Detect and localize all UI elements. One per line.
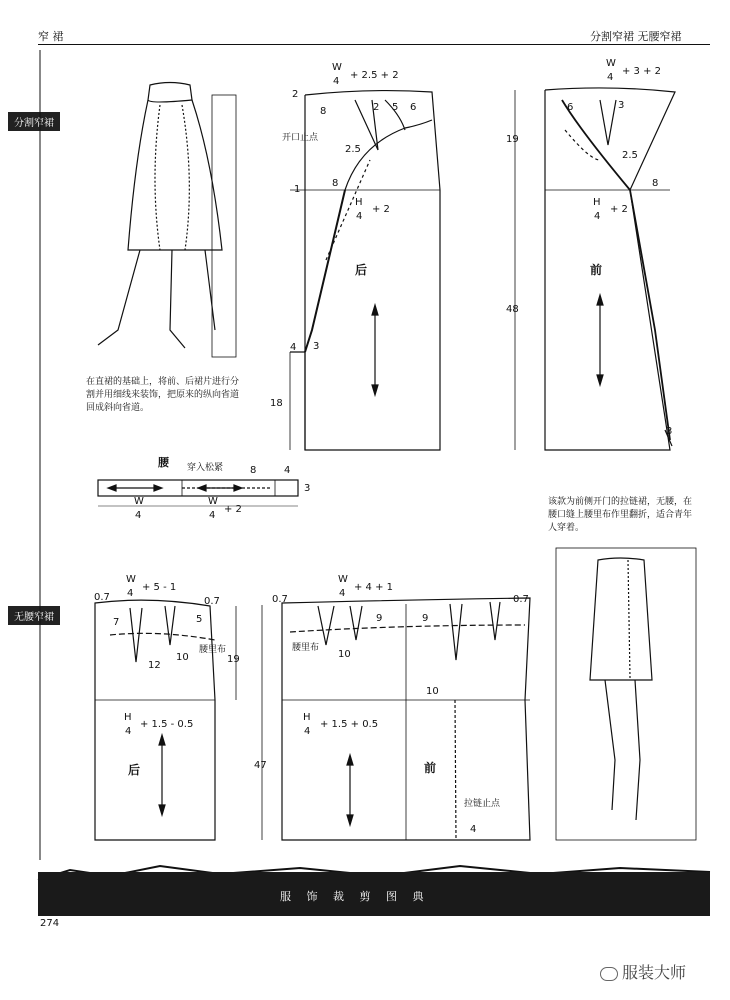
zipper-stop-label: 拉链止点 [464,799,501,809]
watermark-text: 服装大师 [622,963,687,982]
page-number: 274 [40,918,60,929]
w-label-5: W [126,574,136,585]
h-label-4: H [303,712,311,723]
wechat-icon [600,967,618,981]
split-note: 在直裙的基础上，将前、后裙片进行分割并用细线来装饰，把原来的纵向省道回成斜向省道。 [86,377,240,413]
formula-waistless-back: + 5 - 1 [142,582,177,593]
dim-48: 48 [506,304,519,315]
four-label-3: 4 [607,72,614,83]
w-label-3: W [134,496,144,507]
watermark [600,960,686,983]
dim-9-a: 9 [376,613,383,624]
h-label-2: H [593,197,601,208]
facing-label-back: 腰里布 [199,645,227,655]
four-label-10: 4 [304,726,311,737]
dim-9-b: 9 [422,613,429,624]
formula-back-waist: + 2.5 + 2 [350,70,399,81]
dim-5-b: 5 [196,614,203,625]
formula-front-hip: + 2 [610,204,628,215]
dim-10-b: 10 [338,649,351,660]
header-left: 窄 裙 [38,30,64,43]
four-label-1: 4 [333,76,340,87]
dim-2: 2 [292,89,299,100]
w-label-2: W [606,58,616,69]
dim-10-c: 10 [426,686,439,697]
waistband-label: 腰 [158,456,169,469]
front-label: 前 [590,263,603,277]
waistless-skirt-figure [556,548,696,840]
dim-3-c: 3 [666,426,673,437]
dim-1: 1 [294,184,301,195]
four-label-5: 4 [135,510,142,521]
four-label-4: 4 [594,211,601,222]
header-right: 分割窄裙 无腰窄裙 [590,30,682,43]
w-label-6: W [338,574,348,585]
waistless-front-label: 前 [424,761,437,775]
dim-07-a: 0.7 [94,592,110,603]
dim-3-b: 3 [618,100,625,111]
four-label-6: 4 [209,510,216,521]
facing-label-front: 腰里布 [292,643,320,653]
dim-25-b: 2.5 [622,150,638,161]
dim-07-d: 0.7 [513,594,529,605]
dim-4-b: 4 [284,465,291,476]
four-label-2: 4 [356,211,363,222]
section-label-waistless: 无腰窄裙 [8,606,60,625]
formula-waistless-front-hip: + 1.5 + 0.5 [320,719,379,730]
dim-6: 6 [410,102,417,113]
dim-6-b: 6 [567,102,574,113]
dim-8-c: 8 [652,178,659,189]
dim-8-b: 8 [332,178,339,189]
dim-18: 18 [270,398,283,409]
formula-front-waist: + 3 + 2 [622,66,662,77]
h-label-3: H [124,712,132,723]
dim-07-c: 0.7 [272,594,288,605]
dim-10-a: 10 [176,652,189,663]
formula-waistband: + 2 [224,504,242,515]
opening-stop-label: 开口止点 [282,133,319,143]
formula-waistless-back-hip: + 1.5 - 0.5 [140,719,194,730]
dim-3: 3 [313,341,320,352]
dim-2-b: 2 [373,102,380,113]
waistband-pattern [98,480,298,506]
w-label-1: W [332,62,342,73]
dim-4-c: 4 [470,824,477,835]
dim-8-a: 8 [320,106,327,117]
dim-5: 5 [392,102,399,113]
dim-47: 47 [254,760,267,771]
dim-4: 4 [290,342,297,353]
dim-25: 2.5 [345,144,361,155]
back-label: 后 [355,263,368,277]
formula-waistless-front: + 4 + 1 [354,582,394,593]
book-title: 服 饰 裁 剪 图 典 [280,890,430,903]
four-label-9: 4 [339,588,346,599]
h-label-1: H [355,197,363,208]
waistless-back-label: 后 [128,763,141,777]
dim-12: 12 [148,660,161,671]
split-skirt-figure [98,83,236,358]
section-label-split: 分割窄裙 [8,112,60,131]
dim-07-b: 0.7 [204,596,220,607]
formula-back-hip: + 2 [372,204,390,215]
four-label-7: 4 [127,588,134,599]
dim-3-d: 3 [304,483,311,494]
waistless-note: 该款为前侧开门的拉链裙，无腰，在腰口缝上腰里布作里翻折，适合青年人穿着。 [548,497,693,533]
w-label-4: W [208,496,218,507]
dim-7: 7 [113,617,120,628]
dim-19-b: 19 [227,654,240,665]
dim-19-a: 19 [506,134,519,145]
dim-8-d: 8 [250,465,257,476]
elastic-label: 穿入松紧 [187,463,224,473]
four-label-8: 4 [125,726,132,737]
